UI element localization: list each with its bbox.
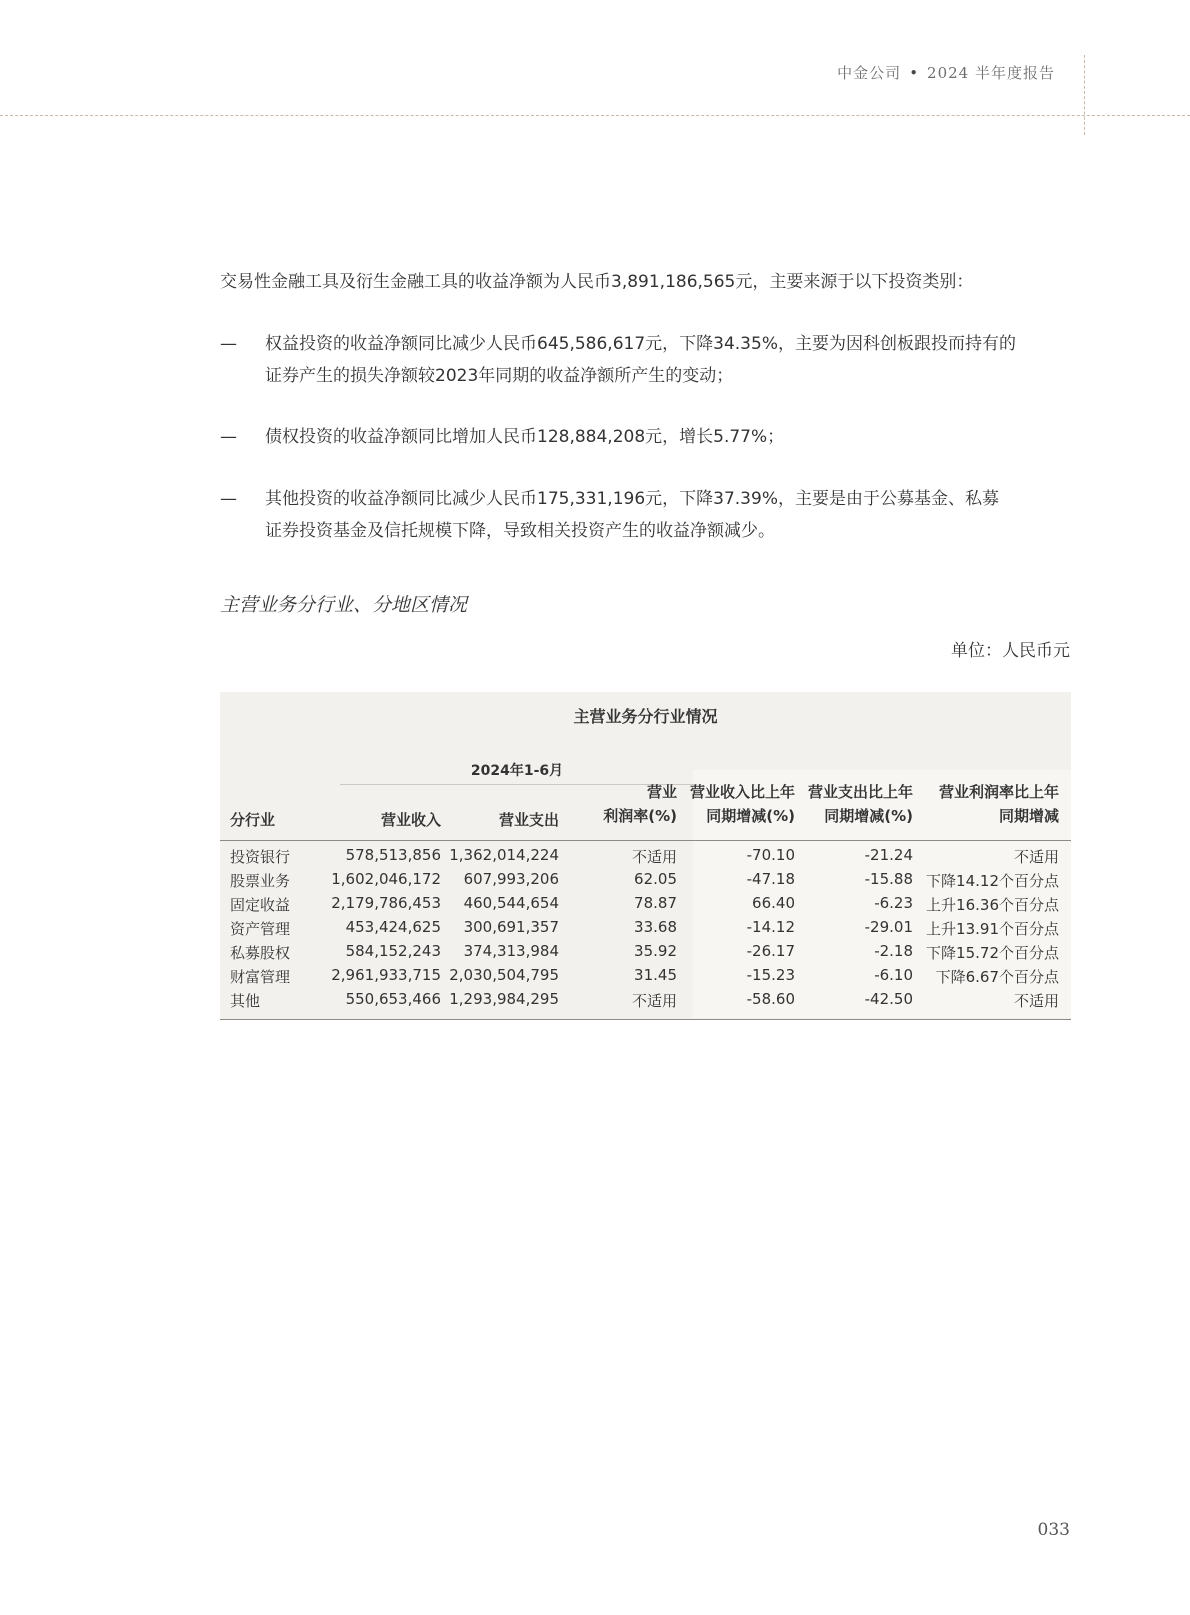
cell-industry: 财富管理 (230, 968, 291, 986)
header-margin-change-line1: 营业利润率比上年 (938, 783, 1059, 801)
bullet-dash: — (220, 427, 237, 447)
header-margin-line1: 营业 (646, 783, 677, 801)
cell-expense-change: -15.88 (864, 870, 913, 888)
bullet-text-line2: 证券产生的损失净额较2023年同期的收益净额所产生的变动； (265, 366, 734, 386)
table-row (220, 891, 1071, 915)
cell-margin-change: 下降15.72个百分点 (926, 944, 1059, 962)
table-row (220, 915, 1071, 939)
table-period: 2024年1-6月 (470, 763, 564, 779)
bullet-text-line1: 其他投资的收益净额同比减少人民币175,331,196元，下降37.39%，主要是由于公募基金、私募 (265, 489, 999, 509)
cell-margin: 78.87 (634, 894, 677, 912)
table-row (220, 987, 1071, 1011)
cell-margin: 不适用 (631, 848, 677, 866)
cell-industry: 私募股权 (230, 944, 291, 962)
table-title: 主营业务分行业情况 (573, 707, 718, 726)
cell-expense-change: -6.23 (874, 894, 913, 912)
table-body (220, 843, 1071, 1011)
header-margin-change (939, 780, 1059, 828)
cell-margin-change: 下降6.67个百分点 (935, 968, 1059, 986)
cell-expense-change: -29.01 (864, 918, 913, 936)
cell-expense: 607,993,206 (463, 870, 559, 888)
bullet-text-line1: 权益投资的收益净额同比减少人民币645,586,617元，下降34.35%，主要为因科创板跟投而持有的 (265, 334, 1016, 354)
header-divider (0, 115, 1190, 116)
cell-expense: 2,030,504,795 (449, 966, 559, 984)
header-rule (220, 840, 1071, 841)
header-margin-line2: 利润率(%) (603, 807, 677, 825)
header-company: 中金公司 (837, 64, 902, 82)
header-revenue-change-line1: 营业收入比上年 (689, 783, 795, 801)
page-number: 033 (1037, 1520, 1070, 1540)
running-header (837, 62, 1055, 83)
cell-expense: 1,293,984,295 (449, 990, 559, 1008)
cell-margin: 35.92 (634, 942, 677, 960)
header-revenue-change-line2: 同期增减(%) (706, 807, 795, 825)
header-vertical-mark (1084, 55, 1085, 135)
cell-industry: 其他 (230, 992, 261, 1010)
cell-revenue: 453,424,625 (345, 918, 441, 936)
header-revenue: 营业收入 (380, 811, 441, 829)
cell-revenue-change: -70.10 (746, 846, 795, 864)
cell-expense-change: -2.18 (874, 942, 913, 960)
header-margin-change-line2: 同期增减 (998, 807, 1059, 825)
bullet-equity (220, 328, 1070, 392)
cell-expense-change: -6.10 (874, 966, 913, 984)
cell-margin-change: 上升16.36个百分点 (926, 896, 1059, 914)
cell-industry: 固定收益 (230, 896, 291, 914)
cell-margin-change: 不适用 (1013, 992, 1059, 1010)
header-separator: • (909, 64, 920, 82)
bullet-text-line2: 证券投资基金及信托规模下降，导致相关投资产生的收益净额减少。 (265, 521, 775, 541)
header-revenue-change (690, 780, 795, 828)
cell-margin-change: 上升13.91个百分点 (926, 920, 1059, 938)
cell-expense: 374,313,984 (463, 942, 559, 960)
cell-margin-change: 不适用 (1013, 848, 1059, 866)
cell-revenue-change: -15.23 (746, 966, 795, 984)
bullet-debt (220, 421, 1070, 453)
unit-label: 单位：人民币元 (951, 641, 1070, 661)
cell-revenue: 550,653,466 (345, 990, 441, 1008)
cell-revenue-change: -47.18 (746, 870, 795, 888)
cell-revenue: 2,179,786,453 (331, 894, 441, 912)
table-row (220, 867, 1071, 891)
cell-revenue: 584,152,243 (345, 942, 441, 960)
header-expense-change-line2: 同期增减(%) (824, 807, 913, 825)
cell-revenue-change: 66.40 (752, 894, 795, 912)
header-expense-change (808, 780, 913, 828)
header-expense-change-line1: 营业支出比上年 (807, 783, 913, 801)
bullet-dash: — (220, 334, 237, 354)
bullet-other (220, 483, 1070, 547)
industry-table (220, 692, 1071, 1020)
cell-revenue-change: -58.60 (746, 990, 795, 1008)
cell-revenue: 2,961,933,715 (331, 966, 441, 984)
cell-margin-change: 下降14.12个百分点 (926, 872, 1059, 890)
cell-revenue-change: -26.17 (746, 942, 795, 960)
table-row (220, 843, 1071, 867)
cell-expense: 300,691,357 (463, 918, 559, 936)
cell-expense-change: -21.24 (864, 846, 913, 864)
cell-revenue: 1,602,046,172 (331, 870, 441, 888)
table-row (220, 963, 1071, 987)
header-expense: 营业支出 (498, 811, 559, 829)
cell-industry: 投资银行 (230, 848, 291, 866)
cell-expense-change: -42.50 (864, 990, 913, 1008)
intro-paragraph: 交易性金融工具及衍生金融工具的收益净额为人民币3,891,186,565元，主要来源于以下投资类别： (220, 272, 974, 292)
cell-industry: 资产管理 (230, 920, 291, 938)
cell-industry: 股票业务 (230, 872, 291, 890)
cell-expense: 1,362,014,224 (449, 846, 559, 864)
bullet-text-line1: 债权投资的收益净额同比增加人民币128,884,208元，增长5.77%； (265, 427, 785, 447)
cell-margin: 33.68 (634, 918, 677, 936)
cell-revenue-change: -14.12 (746, 918, 795, 936)
cell-revenue: 578,513,856 (345, 846, 441, 864)
section-title: 主营业务分行业、分地区情况 (220, 594, 468, 616)
header-industry: 分行业 (230, 811, 276, 829)
bullet-dash: — (220, 489, 237, 509)
cell-expense: 460,544,654 (463, 894, 559, 912)
cell-margin: 62.05 (634, 870, 677, 888)
cell-margin: 31.45 (634, 966, 677, 984)
header-margin (603, 780, 677, 828)
header-report: 2024 半年度报告 (927, 64, 1055, 82)
table-row (220, 939, 1071, 963)
cell-margin: 不适用 (631, 992, 677, 1010)
